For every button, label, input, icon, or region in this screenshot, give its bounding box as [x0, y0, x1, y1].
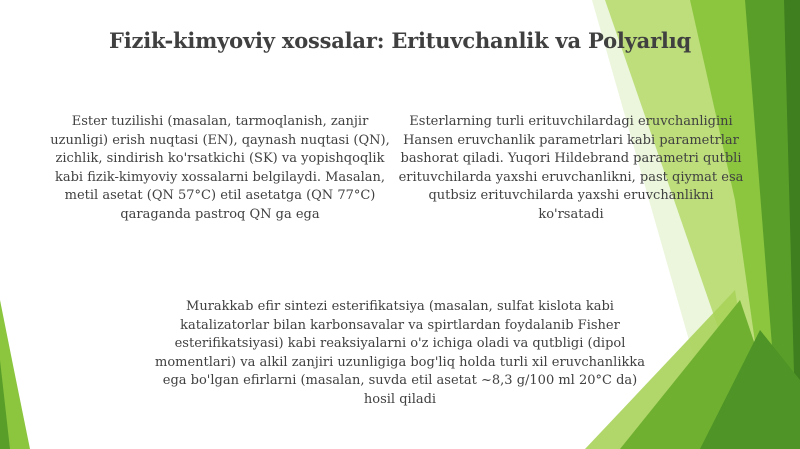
slide-title: Fizik-kimyoviy xossalar: Erituvchanlik va Polyarlıq [109, 28, 691, 53]
bottom-text-block: Murakkab efir sintezi esterifikatsiya (masalan, sulfat kislota kabi katalizatorlar bilan karbonsavalar va spirtlardan foydalanib Fisher esterifikatsiyasi) kabi reaksiyalarni o'z ichiga oladi va qutbligi (dipol momentlari) va alkil zanjiri uzunligiga bog'liq holda turli xil eruvchanlikka ega bo'lgan efirlarni (masalan, suvda etil asetat ~8,3 g/100 ml 20°C da) hosil qiladi [155, 299, 645, 407]
right-text-block: Esterlarning turli erituvchilardagi eruvchanligini Hansen eruvchanlik parametrlari kabi parametrlar bashorat qiladi. Yuqori Hildebrand parametri qutbli erituvchilarda yaxshi eruvchanlikni, past qiymat esa qutbsiz erituvchilarda yaxshi eruvchanlikni ko'rsatadi [398, 114, 744, 222]
left-text-block: Ester tuzilishi (masalan, tarmoqlanish, zanjir uzunligi) erish nuqtasi (EN), qaynash nuqtasi (QN), zichlik, sindirish ko'rsatkichi (SK) va yopishqoqlik kabi fizik-kimyoviy xossalarni belgilaydi. Masalan, metil asetat (QN 57°C) etil asetatga (QN 77°C) qaraganda pastroq QN ga ega [50, 114, 390, 222]
